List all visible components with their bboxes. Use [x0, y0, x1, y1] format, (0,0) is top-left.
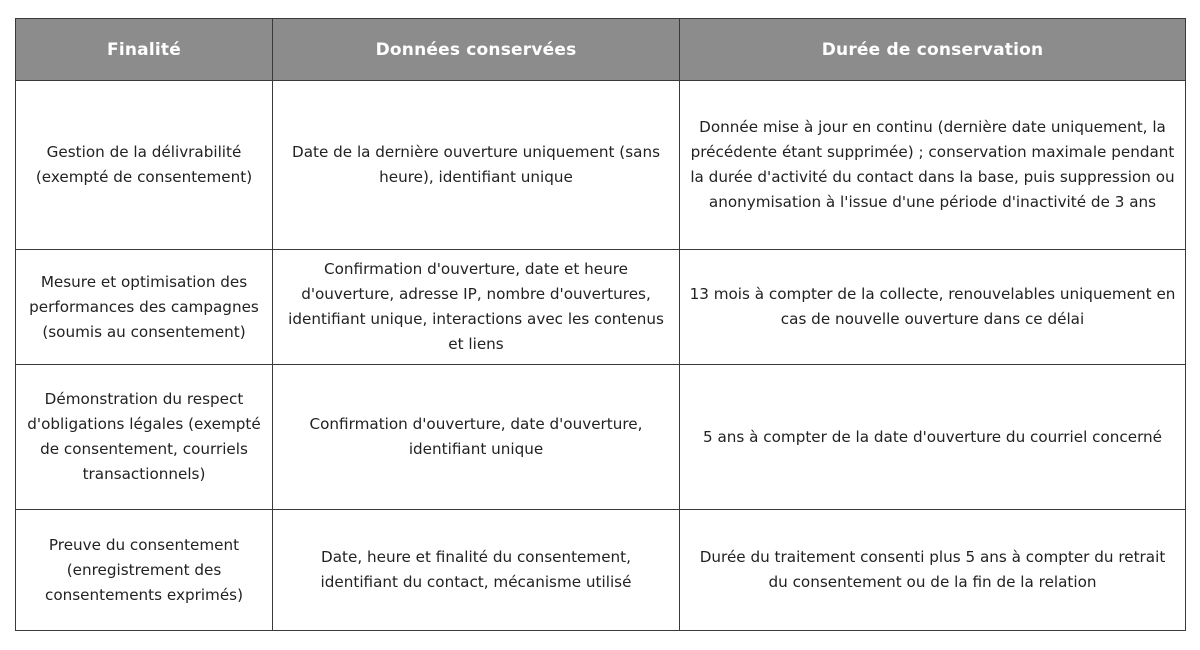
header-donnees-conservees: Données conservées [273, 19, 680, 81]
cell-donnees: Date de la dernière ouverture uniquement (sans heure), identifiant unique [273, 81, 680, 250]
cell-finalite: Mesure et optimisation des performances des campagnes (soumis au consentement) [16, 250, 273, 365]
header-finalite: Finalité [16, 19, 273, 81]
cell-duree: 5 ans à compter de la date d'ouverture du courriel concerné [680, 365, 1186, 510]
cell-duree: 13 mois à compter de la collecte, renouvelables uniquement en cas de nouvelle ouverture dans ce délai [680, 250, 1186, 365]
table-row [16, 510, 1186, 631]
table-header-row [16, 19, 1186, 81]
cell-duree: Durée du traitement consenti plus 5 ans à compter du retrait du consentement ou de la fin de la relation [680, 510, 1186, 631]
cell-donnees: Date, heure et finalité du consentement, identifiant du contact, mécanisme utilisé [273, 510, 680, 631]
cell-finalite: Preuve du consentement (enregistrement des consentements exprimés) [16, 510, 273, 631]
table-row [16, 250, 1186, 365]
table-row [16, 365, 1186, 510]
cell-finalite: Gestion de la délivrabilité (exempté de consentement) [16, 81, 273, 250]
table-row [16, 81, 1186, 250]
cell-finalite: Démonstration du respect d'obligations légales (exempté de consentement, courriels transactionnels) [16, 365, 273, 510]
cell-donnees: Confirmation d'ouverture, date et heure d'ouverture, adresse IP, nombre d'ouvertures, identifiant unique, interactions avec les contenus et liens [273, 250, 680, 365]
header-duree-conservation: Durée de conservation [680, 19, 1186, 81]
retention-table-container [15, 18, 1185, 631]
retention-table [15, 18, 1186, 631]
cell-donnees: Confirmation d'ouverture, date d'ouverture, identifiant unique [273, 365, 680, 510]
cell-duree: Donnée mise à jour en continu (dernière date uniquement, la précédente étant supprimée) ; conservation maximale pendant la durée d'activité du contact dans la base, puis suppression ou anonymisation à l'issue d'une période d'inactivité de 3 ans [680, 81, 1186, 250]
